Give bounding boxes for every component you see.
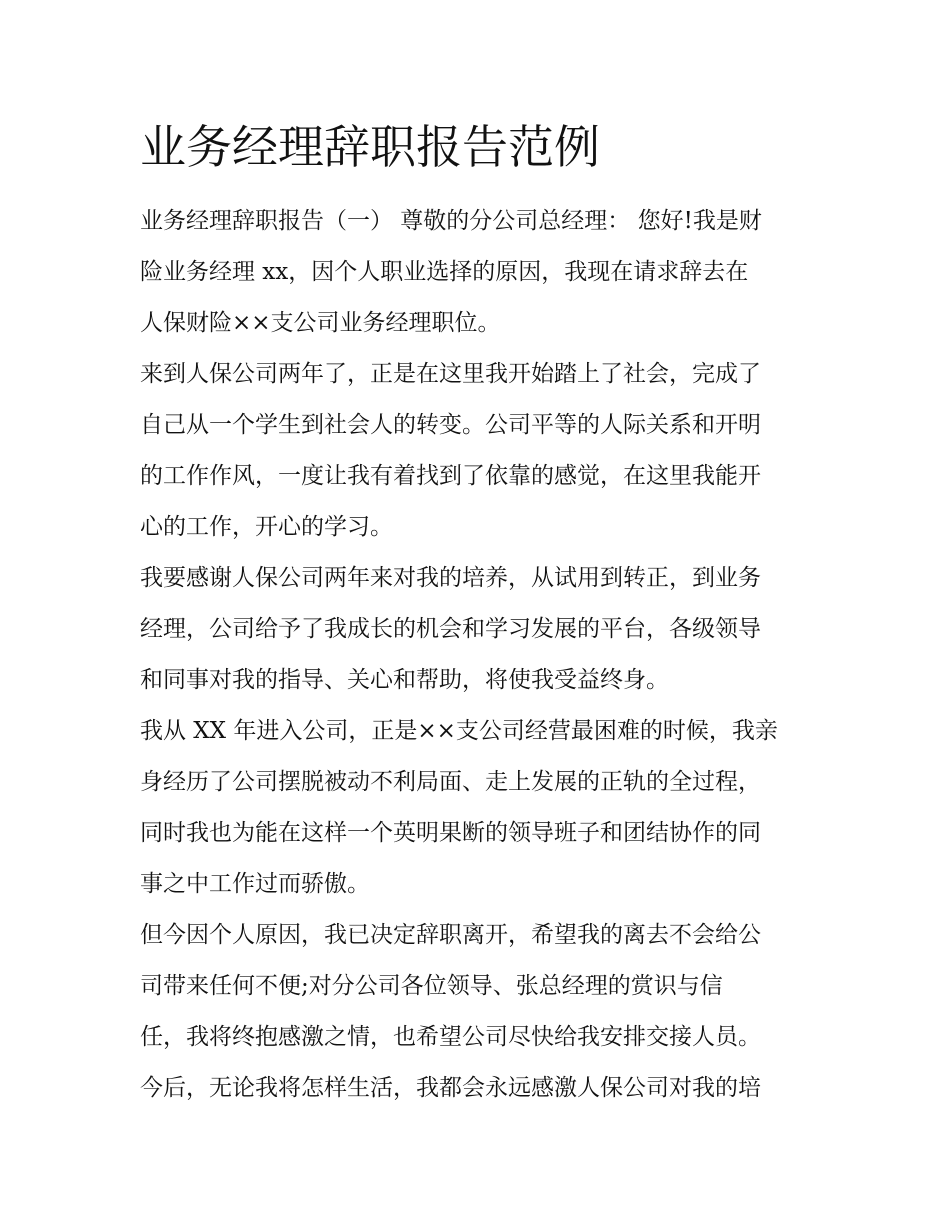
text-line: 和同事对我的指导、关心和帮助，将使我受益终身。 xyxy=(140,667,669,693)
text-line: 心的工作，开心的学习。 xyxy=(140,514,393,540)
document-title: 业务经理辞职报告范例 xyxy=(140,120,600,174)
text-line: 来到人保公司两年了，正是在这里我开始踏上了社会，完成了 xyxy=(140,361,761,387)
text-line: 事之中工作过而骄傲。 xyxy=(140,871,370,897)
text-line: 险业务经理 xx，因个人职业选择的原因，我现在请求辞去在 xyxy=(140,259,749,285)
text-line: 任，我将终抱感激之情，也希望公司尽快给我安排交接人员。 xyxy=(140,1024,761,1050)
text-line: 业务经理辞职报告（一） 尊敬的分公司总经理： 您好!我是财 xyxy=(140,208,762,234)
text-line: 身经历了公司摆脱被动不利局面、走上发展的正轨的全过程， xyxy=(140,769,761,795)
text-line: 今后，无论我将怎样生活，我都会永远感激人保公司对我的培 xyxy=(140,1075,761,1101)
text-line: 我从 XX 年进入公司，正是××支公司经营最困难的时候，我亲 xyxy=(140,718,778,744)
text-line: 自己从一个学生到社会人的转变。公司平等的人际关系和开明 xyxy=(140,412,761,438)
text-line: 但今因个人原因，我已决定辞职离开，希望我的离去不会给公 xyxy=(140,922,761,948)
text-line: 人保财险××支公司业务经理职位。 xyxy=(140,310,501,336)
text-line: 经理，公司给予了我成长的机会和学习发展的平台，各级领导 xyxy=(140,616,761,642)
text-line: 我要感谢人保公司两年来对我的培养，从试用到转正，到业务 xyxy=(140,565,761,591)
text-line: 的工作作风，一度让我有着找到了依靠的感觉，在这里我能开 xyxy=(140,463,761,489)
text-line: 同时我也为能在这样一个英明果断的领导班子和团结协作的同 xyxy=(140,820,761,846)
text-line: 司带来任何不便;对分公司各位领导、张总经理的赏识与信 xyxy=(140,973,723,999)
